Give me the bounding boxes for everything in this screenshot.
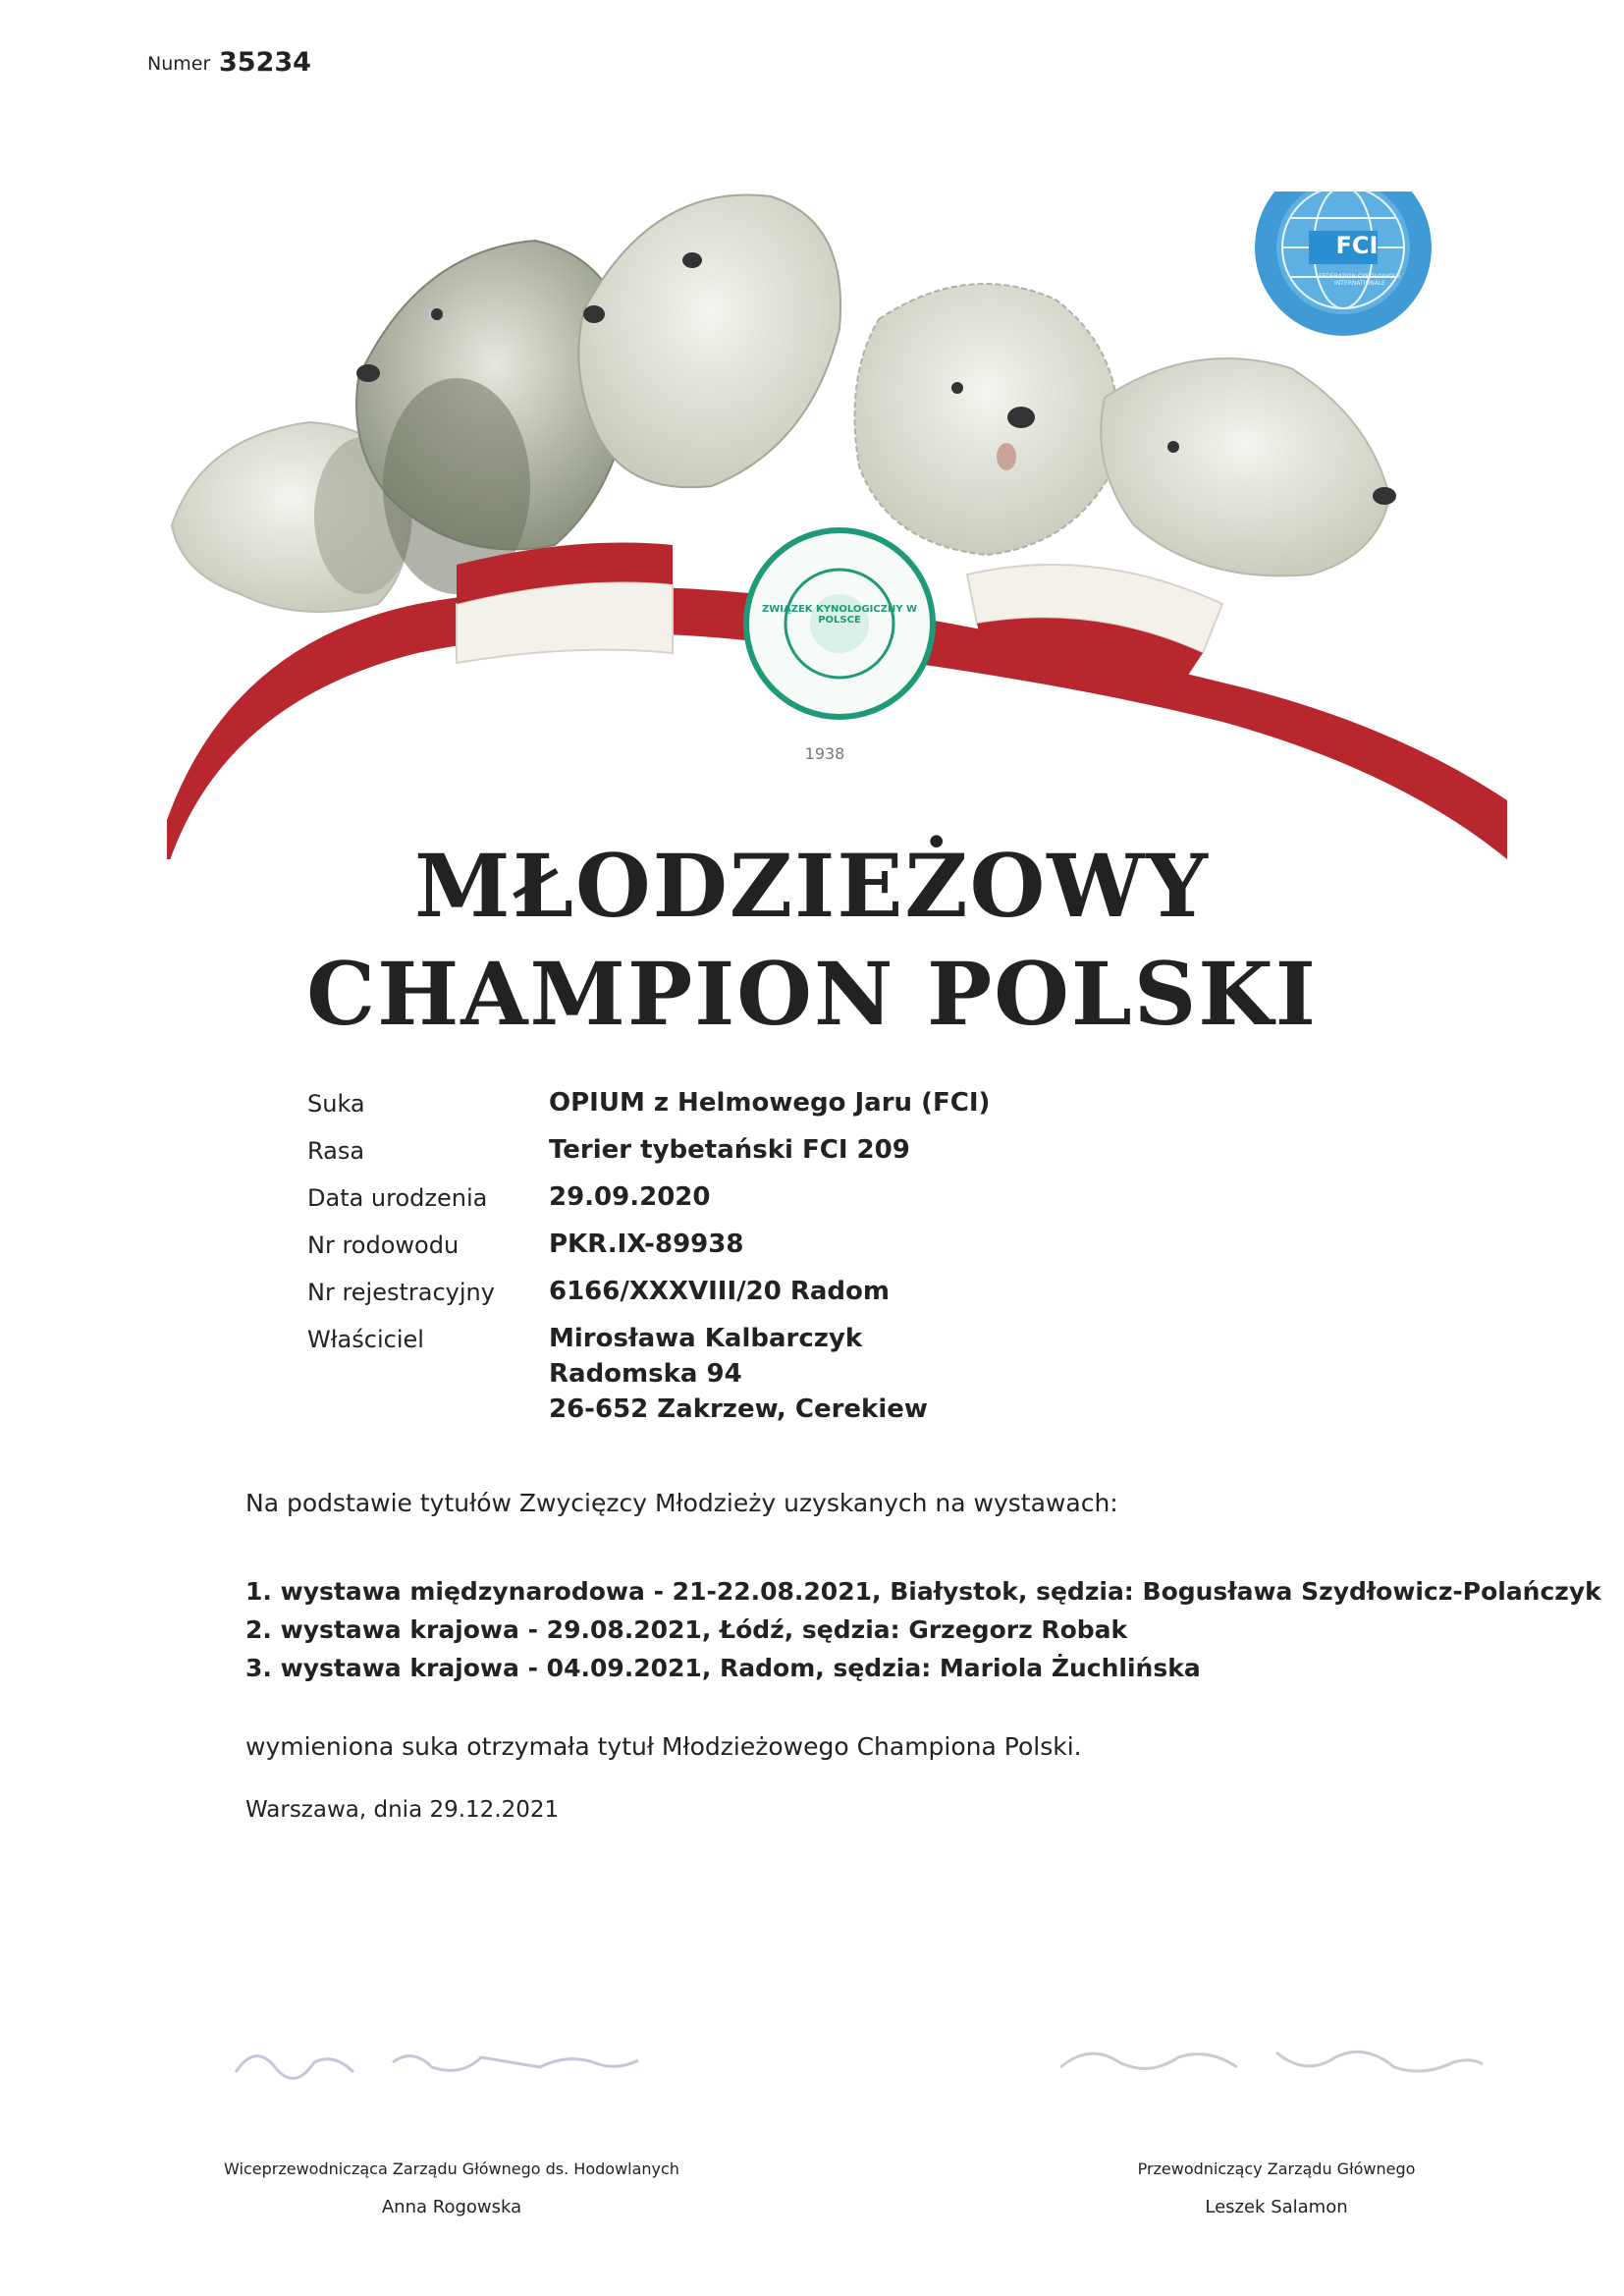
detail-label-rasa: Rasa bbox=[307, 1137, 365, 1165]
detail-value-suka: OPIUM z Helmowego Jaru (FCI) bbox=[549, 1088, 991, 1118]
detail-value-pedigree: PKR.IX-89938 bbox=[549, 1230, 744, 1259]
certificate-number-label: Numer bbox=[147, 53, 211, 75]
conclusion-paragraph: wymieniona suka otrzymała tytuł Młodzieżowego Championa Polski. bbox=[245, 1732, 1082, 1761]
detail-label-registration: Nr rejestracyjny bbox=[307, 1279, 495, 1306]
detail-value-rasa: Terier tybetański FCI 209 bbox=[549, 1135, 910, 1165]
signature-left-name: Anna Rogowska bbox=[381, 2197, 522, 2217]
zkwp-ring-text: ZWIĄZEK KYNOLOGICZNY W POLSCE bbox=[761, 604, 918, 626]
detail-value-birth-date: 29.09.2020 bbox=[549, 1182, 711, 1212]
founded-year: 1938 bbox=[804, 744, 845, 763]
signature-right-image bbox=[1051, 2023, 1492, 2102]
detail-label-owner: Właściciel bbox=[307, 1326, 424, 1353]
signature-right-name: Leszek Salamon bbox=[1205, 2197, 1348, 2217]
fci-ring-text: FEDERATION CYNOLOGIQUE INTERNATIONALE bbox=[1319, 273, 1401, 287]
signature-left-title: Wiceprzewodnicząca Zarządu Głównego ds. Hodowlanych bbox=[224, 2159, 679, 2178]
detail-label-birth-date: Data urodzenia bbox=[307, 1184, 488, 1212]
detail-value-registration: 6166/XXXVIII/20 Radom bbox=[549, 1277, 891, 1306]
certificate-title-line2: CHAMPION POLSKI bbox=[306, 943, 1318, 1045]
show-item-1: 1. wystawa międzynarodowa - 21-22.08.2021, Białystok, sędzia: Bogusława Szydłowicz-Polańczyk bbox=[245, 1577, 1601, 1606]
signature-left-image bbox=[226, 2023, 658, 2102]
place-and-date: Warszawa, dnia 29.12.2021 bbox=[245, 1797, 560, 1823]
show-item-3: 3. wystawa krajowa - 04.09.2021, Radom, sędzia: Mariola Żuchlińska bbox=[245, 1654, 1201, 1682]
fci-seal-label: FCI bbox=[1335, 232, 1379, 259]
fci-seal-icon bbox=[1255, 191, 1432, 336]
owner-address-city: 26-652 Zakrzew, Cerekiew bbox=[549, 1394, 928, 1424]
detail-label-suka: Suka bbox=[307, 1090, 365, 1118]
certificate-title-line1: MŁODZIEŻOWY bbox=[414, 835, 1210, 937]
detail-value-owner: Mirosława Kalbarczyk bbox=[549, 1324, 863, 1353]
certificate-number: 35234 bbox=[219, 47, 311, 78]
intro-paragraph: Na podstawie tytułów Zwycięzcy Młodzieży uzyskanych na wystawach: bbox=[245, 1489, 1118, 1517]
show-item-2: 2. wystawa krajowa - 29.08.2021, Łódź, sędzia: Grzegorz Robak bbox=[245, 1615, 1128, 1644]
detail-label-pedigree: Nr rodowodu bbox=[307, 1231, 460, 1259]
signature-right-title: Przewodniczący Zarządu Głównego bbox=[1137, 2159, 1416, 2178]
owner-address-street: Radomska 94 bbox=[549, 1359, 742, 1389]
